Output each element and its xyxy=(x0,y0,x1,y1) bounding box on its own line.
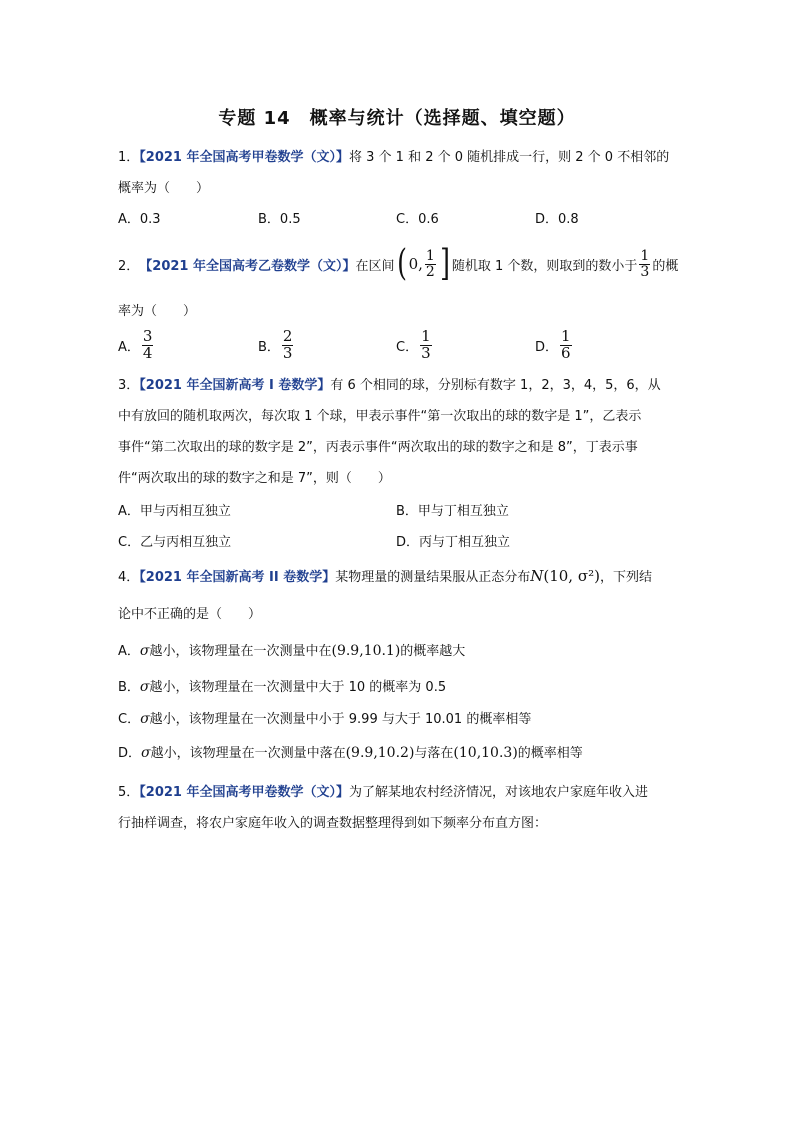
question-text: ，下列结 xyxy=(599,570,652,585)
question-text: 随机取 1 个数，则取到的数小于 xyxy=(451,258,638,274)
fraction-one-third: $\frac{1}{3}$ xyxy=(640,247,650,280)
q3-option-a: A．甲与丙相互独立 xyxy=(118,504,231,519)
question-source: 【2021 年全国高考甲卷数学（文）】 xyxy=(139,785,349,800)
question-1 xyxy=(118,146,669,165)
question-source: 【2021 年全国新高考 II 卷数学】 xyxy=(139,570,336,585)
question-3-text-cont: 中有放回的随机取两次，每次取 1 个球，甲表示事件“第一次取出的球的数字是 1”，乙表示 xyxy=(118,409,642,424)
question-text: 某物理量的测量结果服从正态分布 xyxy=(335,570,531,585)
question-source: 【2021 年全国新高考 I 卷数学】 xyxy=(139,378,331,393)
q2-option-d: D． $\frac{1}{6}$ xyxy=(535,326,571,362)
q1-option-c: C．0.6 xyxy=(396,212,439,227)
normal-dist-symbol: N xyxy=(530,567,544,585)
q3-option-d: D．丙与丁相互独立 xyxy=(396,535,511,550)
question-number: 1． xyxy=(118,150,140,165)
q4-option-b: B．σ越小，该物理量在一次测量中大于 10 的概率为 0.5 xyxy=(118,679,447,695)
q4-option-c: C．σ越小，该物理量在一次测量中小于 9.99 与大于 10.01 的概率相等 xyxy=(118,711,532,727)
question-number: 5． xyxy=(118,785,140,800)
normal-dist-args: (10, σ²) xyxy=(543,567,600,585)
q2-option-b: B． $\frac{2}{3}$ xyxy=(258,326,293,362)
question-text: 的概 xyxy=(652,258,679,274)
q3-option-c: C．乙与丙相互独立 xyxy=(118,535,232,550)
question-text: 将 3 个 1 和 2 个 0 随机排成一行，则 2 个 0 不相邻的 xyxy=(349,150,670,165)
q1-option-d: D．0.8 xyxy=(535,212,579,227)
question-2-text-cont: 率为（ ） xyxy=(118,304,197,319)
question-text: 为了解某地农村经济情况，对该地农户家庭年收入进 xyxy=(349,785,649,800)
question-3-text-cont: 事件“第二次取出的球的数字是 2”，丙表示事件“两次取出的球的数字之和是 8”，丁表示事 xyxy=(118,440,638,455)
q3-option-b: B．甲与丁相互独立 xyxy=(396,504,509,519)
question-3 xyxy=(118,374,661,393)
question-number: 2． xyxy=(118,258,140,274)
fraction-one-half: $\frac{1}{2}$ xyxy=(425,247,435,280)
page-title: 专题 14 概率与统计（选择题、填空题） xyxy=(218,108,576,129)
question-5-text-cont: 行抽样调查，将农户家庭年收入的调查数据整理得到如下频率分布直方图： xyxy=(118,816,548,831)
question-4-text-cont: 论中不正确的是（ ） xyxy=(118,607,262,622)
question-text: 在区间 xyxy=(355,258,395,274)
question-4 xyxy=(118,566,652,585)
question-source: 【2021 年全国高考乙卷数学（文）】 xyxy=(139,258,356,274)
question-5 xyxy=(118,781,648,800)
q2-option-c: C． $\frac{1}{3}$ xyxy=(396,326,431,362)
question-1-text-cont: 概率为（ ） xyxy=(118,181,210,196)
question-text: 有 6 个相同的球，分别标有数字 1，2，3，4，5，6，从 xyxy=(330,378,661,393)
q1-option-a: A．0.3 xyxy=(118,212,161,227)
interval-expression: ( 0, $\frac{1}{2}$ ] xyxy=(396,243,450,284)
q4-option-a: A．σ越小，该物理量在一次测量中在(9.9,10.1)的概率越大 xyxy=(118,643,466,659)
question-3-text-cont: 件“两次取出的球的数字之和是 7”，则（ ） xyxy=(118,471,391,486)
q2-option-a: A． $\frac{3}{4}$ xyxy=(118,326,153,362)
question-source: 【2021 年全国高考甲卷数学（文）】 xyxy=(139,150,349,165)
question-2 xyxy=(118,240,678,288)
question-number: 3． xyxy=(118,378,140,393)
q1-option-b: B．0.5 xyxy=(258,212,301,227)
q4-option-d: D．σ越小，该物理量在一次测量中落在(9.9,10.2)与落在(10,10.3)的概率相等 xyxy=(118,745,583,761)
question-number: 4． xyxy=(118,570,140,585)
